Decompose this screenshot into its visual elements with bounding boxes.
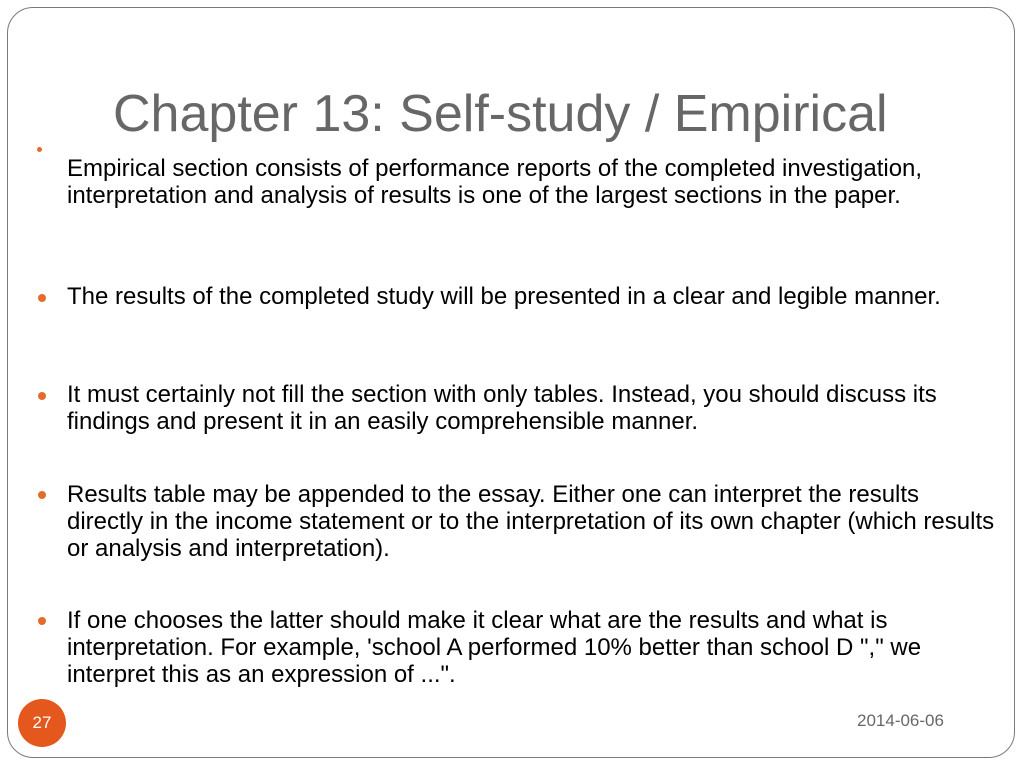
bullet-marker-2 <box>38 294 46 302</box>
page-number-badge: 27 <box>18 699 66 747</box>
slide-title: Chapter 13: Self-study / Empirical <box>113 85 888 143</box>
bullet-marker-4 <box>38 491 46 499</box>
bullet-marker-1 <box>37 147 42 152</box>
bullet-text-3: It must certainly not fill the section with only tables. Instead, you should discuss its findings and present it in an easily comprehensible manner. <box>67 381 937 435</box>
slide-date: 2014-06-06 <box>857 711 944 730</box>
bullet-marker-3 <box>38 392 46 400</box>
bullet-marker-5 <box>38 617 46 625</box>
bullet-text-5: If one chooses the latter should make it clear what are the results and what is interpretation. For example, 'school A performed 10% better than school D "," we interpret this as an expression of ...". <box>67 607 922 688</box>
bullet-text-1: Empirical section consists of performance reports of the completed investigation, interpretation and analysis of results is one of the largest sections in the paper. <box>67 155 923 209</box>
bullet-text-2: The results of the completed study will be presented in a clear and legible manner. <box>67 283 941 310</box>
bullet-text-4: Results table may be appended to the essay. Either one can interpret the results directly in the income statement or to the interpretation of its own chapter (which results or analysis and interpretation). <box>67 481 995 562</box>
